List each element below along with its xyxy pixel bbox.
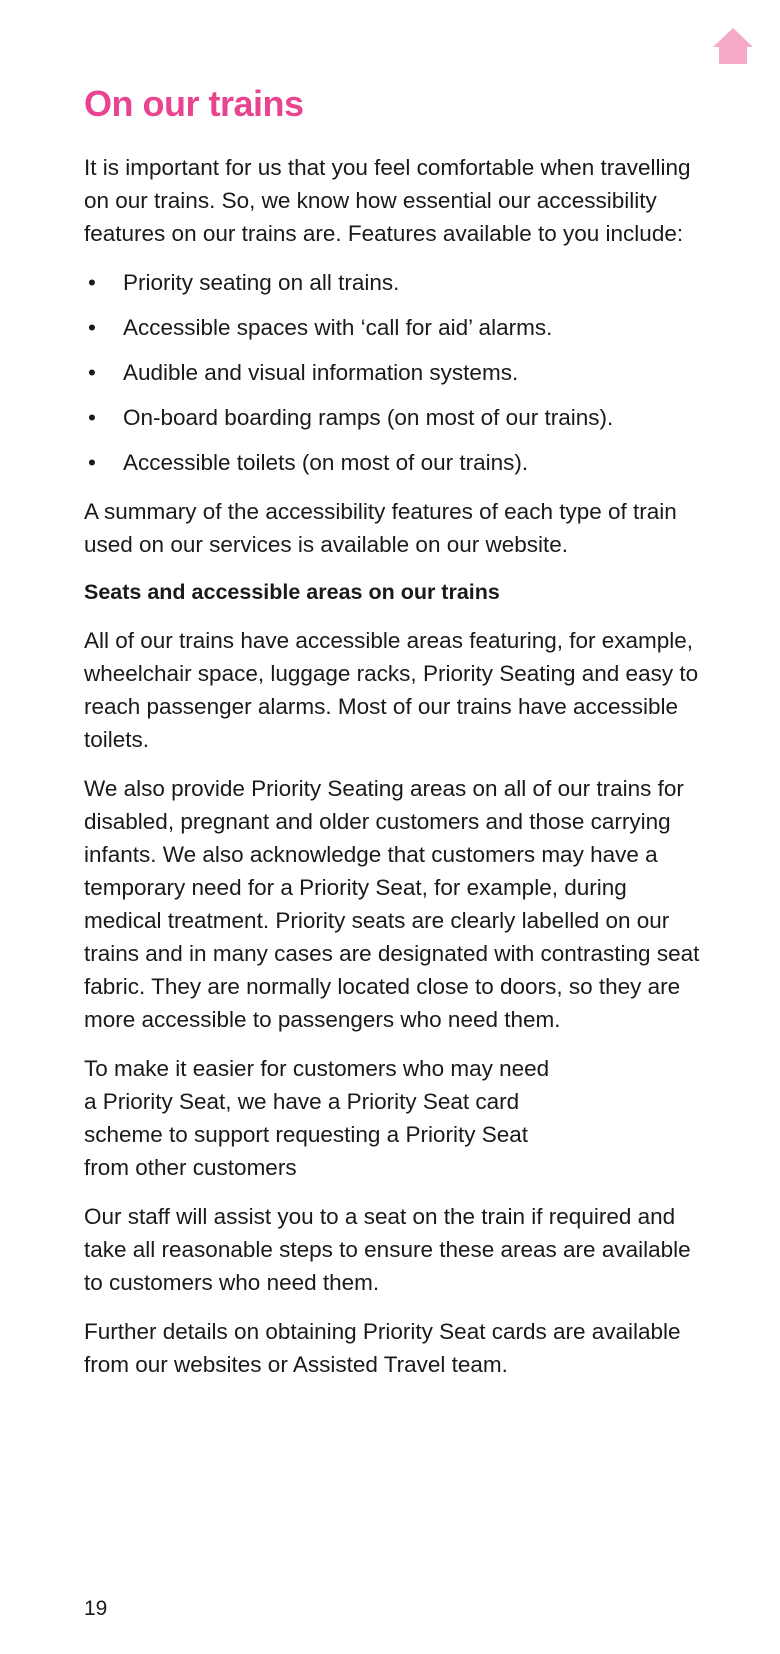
home-icon-shape <box>713 28 753 64</box>
bullet: • <box>88 405 96 430</box>
list-item <box>84 401 704 434</box>
list-item <box>84 266 704 299</box>
summary-paragraph: A summary of the accessibility features of each type of train used on our services is available on our website. <box>84 499 677 557</box>
list-item <box>84 311 704 344</box>
body-paragraph: To make it easier for customers who may need a Priority Seat, we have a Priority Seat card scheme to support requesting a Priority Seat from other customers <box>84 1056 550 1180</box>
page-content <box>84 82 704 1397</box>
body-paragraph: All of our trains have accessible areas featuring, for example, wheelchair space, luggage racks, Priority Seating and easy to reach passenger alarms. Most of our trains have accessible toilets. <box>84 628 699 752</box>
list-item-text: Accessible spaces with ‘call for aid’ alarms. <box>123 315 553 340</box>
list-item-text: Audible and visual information systems. <box>123 360 519 385</box>
list-item <box>84 446 704 479</box>
list-item-text: Accessible toilets (on most of our trains). <box>123 450 529 475</box>
bullet: • <box>88 315 96 340</box>
bullet: • <box>88 450 96 475</box>
body-paragraph: We also provide Priority Seating areas on all of our trains for disabled, pregnant and older customers and those carrying infants. We also acknowledge that customers may have a temporary need for a Priority Seat, for example, during medical treatment. Priority seats are clearly labelled on our trains and in many cases are designated with contrasting seat fabric. They are normally located close to doors, so they are more accessible to passengers who need them. <box>84 776 700 1032</box>
section-heading: Seats and accessible areas on our trains <box>84 580 500 604</box>
bullet: • <box>88 360 96 385</box>
page-title: On our trains <box>84 83 304 124</box>
page-number: 19 <box>84 1597 108 1620</box>
bullet: • <box>88 270 96 295</box>
list-item-text: Priority seating on all trains. <box>123 270 400 295</box>
body-paragraph: Our staff will assist you to a seat on the train if required and take all reasonable steps to ensure these areas are available to customers who need them. <box>84 1204 691 1295</box>
home-icon <box>712 26 754 66</box>
intro-paragraph: It is important for us that you feel comfortable when travelling on our trains. So, we know how essential our accessibility features on our trains are. Features available to you include: <box>84 155 691 246</box>
home-link[interactable] <box>712 26 754 66</box>
list-item <box>84 356 704 389</box>
body-paragraph: Further details on obtaining Priority Seat cards are available from our websites or Assisted Travel team. <box>84 1319 681 1377</box>
features-list <box>84 266 704 479</box>
list-item-text: On-board boarding ramps (on most of our trains). <box>123 405 614 430</box>
